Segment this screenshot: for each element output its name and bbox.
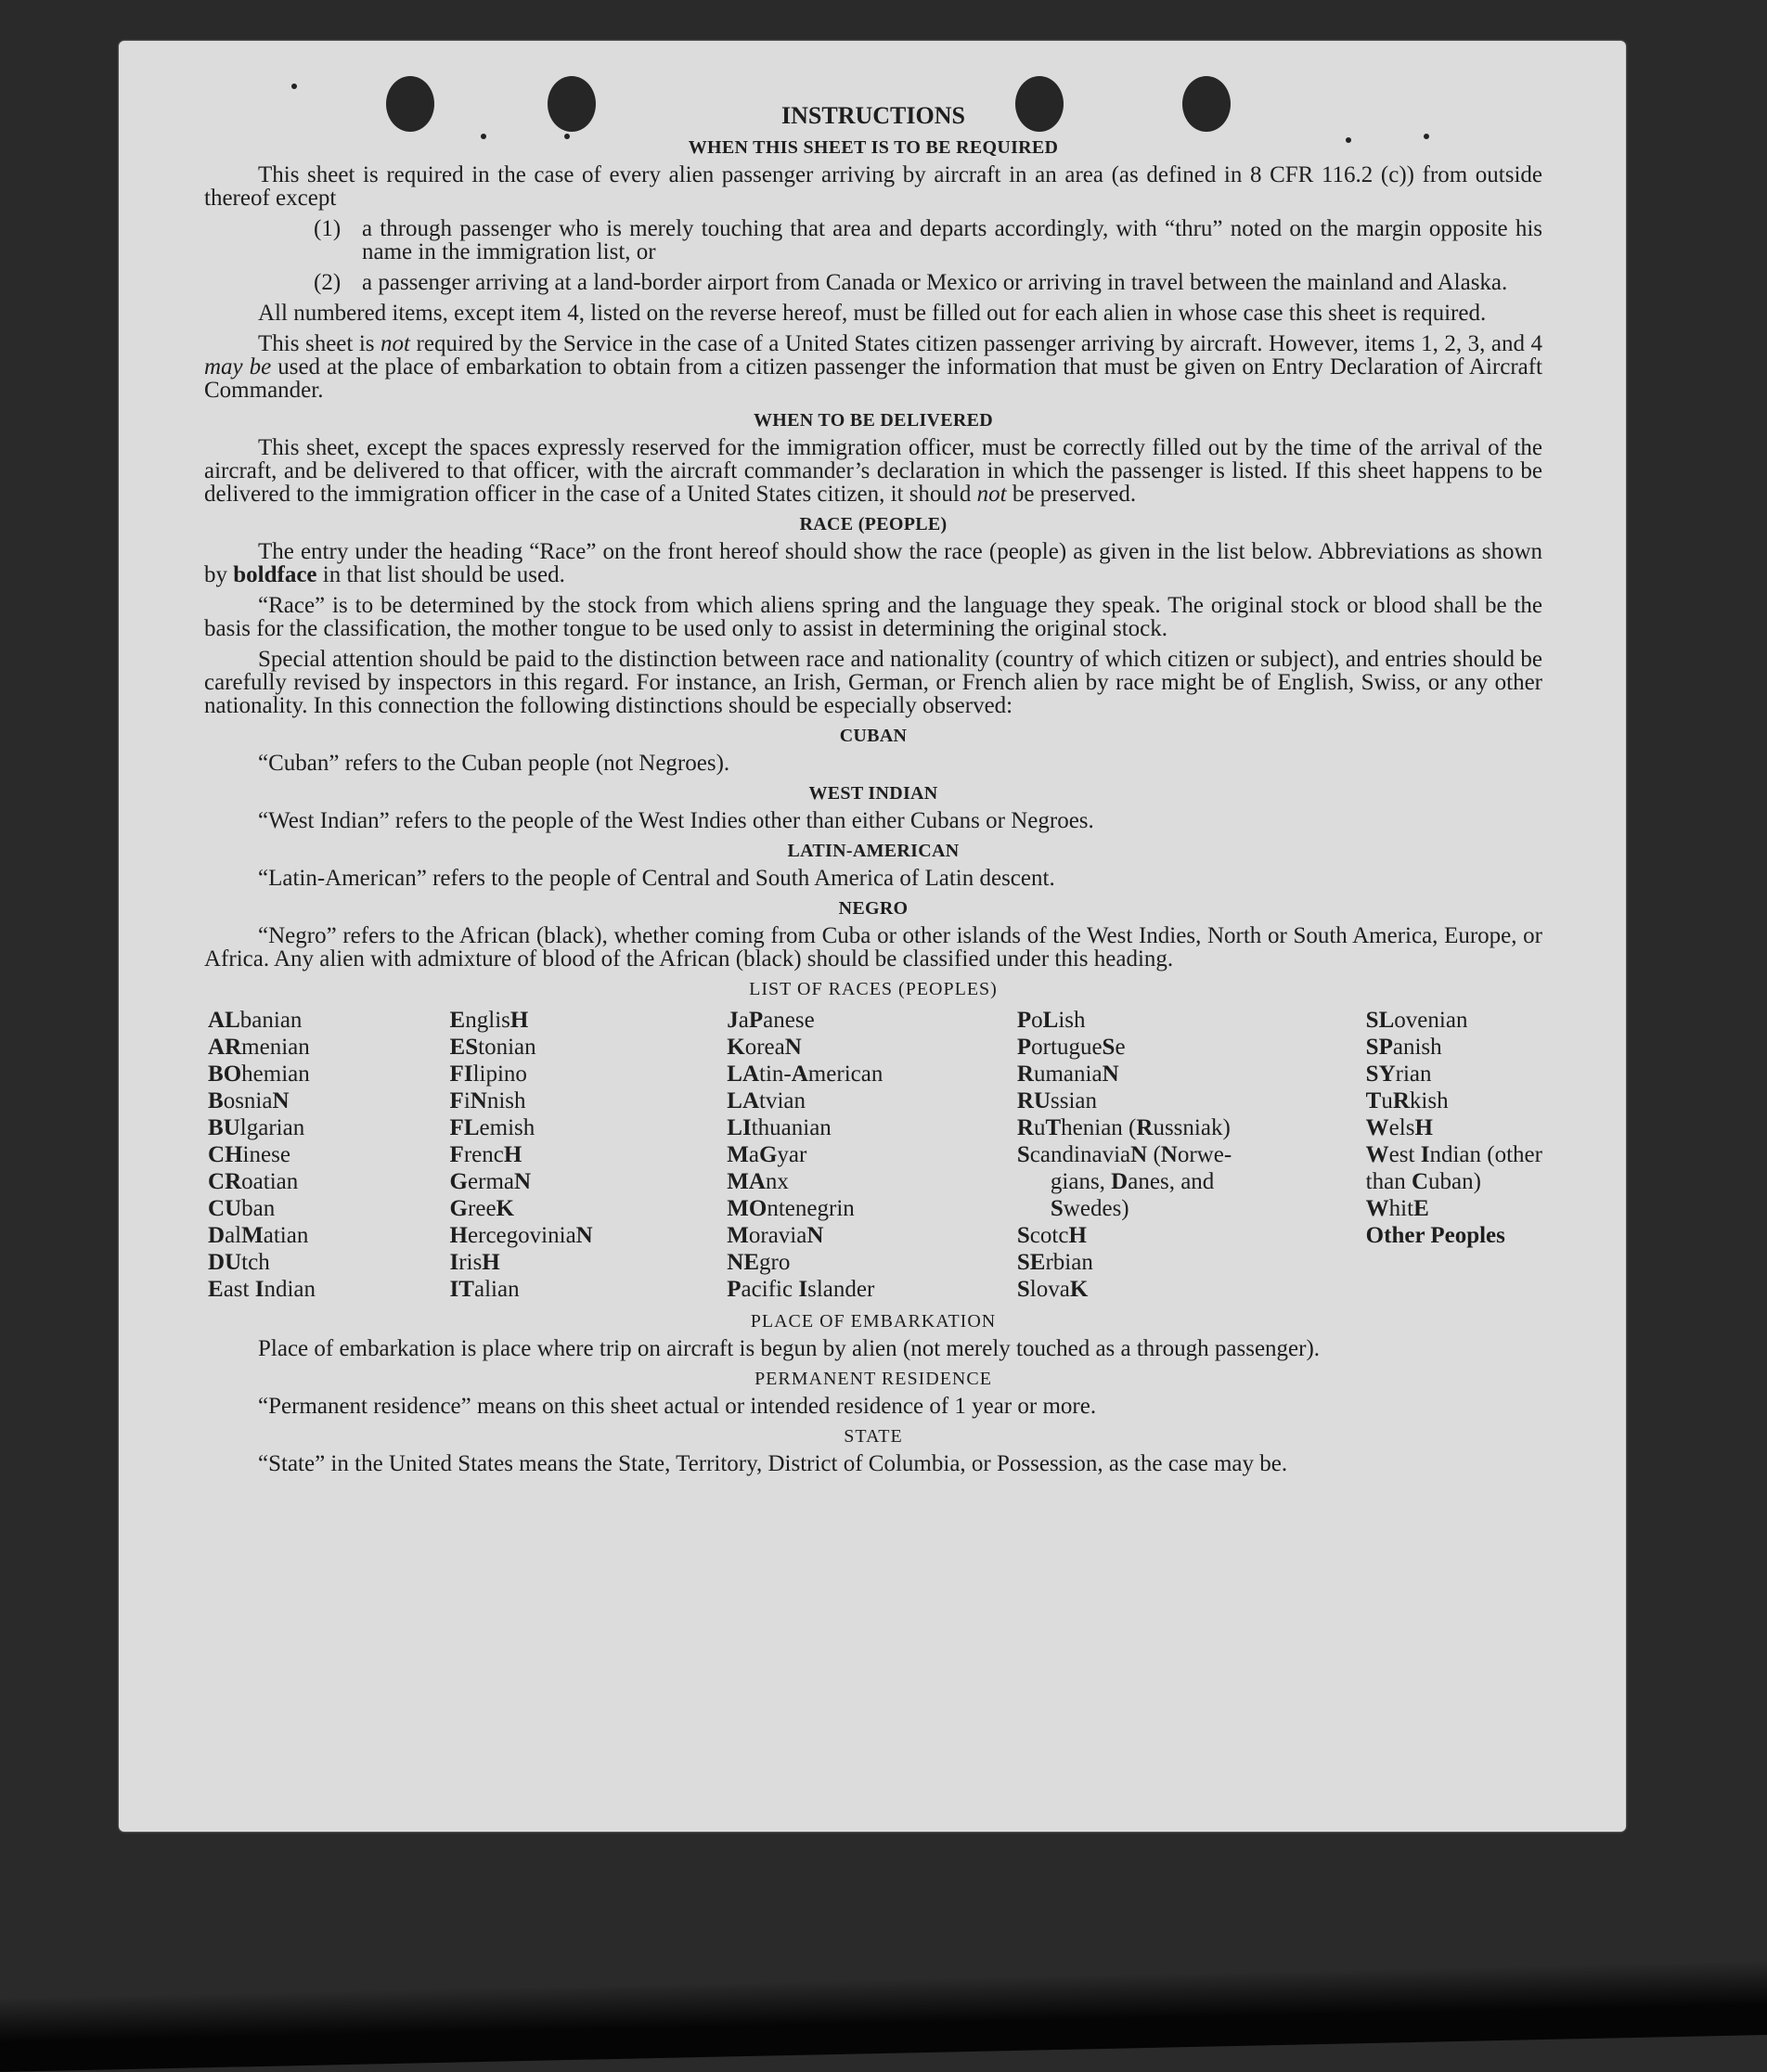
negro-definition: “Negro” refers to the African (black), whether coming from Cuba or other islands of the West Indies, North or South America, Europe, or Africa. Any alien with admixture of blood of the African (black) should be classified under this heading. bbox=[204, 923, 1542, 972]
race-entry: EStonian bbox=[449, 1035, 536, 1060]
text-run: The entry under the heading “Race” on the front hereof should show the race (people) as given in the list below. Abbreviations as shown by bbox=[204, 539, 1542, 587]
race-entry: SLovenian bbox=[1365, 1008, 1468, 1033]
race-entry: IrisH bbox=[449, 1250, 500, 1275]
numbered-items-paragraph: All numbered items, except item 4, listed on the reverse hereof, must be filled out for each alien in whose case this sheet is required. bbox=[258, 301, 1487, 326]
text-run: This sheet is bbox=[258, 331, 381, 356]
races-column bbox=[727, 1007, 883, 1303]
text-run: in that list should be used. bbox=[316, 562, 565, 587]
exception-number: (1) bbox=[314, 216, 342, 241]
race-entry: ARmenian bbox=[208, 1035, 310, 1060]
race-entry: ITalian bbox=[449, 1277, 520, 1302]
text-run: used at the place of embarkation to obtain from a citizen passenger the information that must be given on Entry Declaration of Aircraft Commander. bbox=[204, 354, 1543, 403]
exception-text: a through passenger who is merely touching that area and departs accordingly, with “thru” noted on the margin opposite his name in the immigration list, or bbox=[362, 216, 1542, 264]
race-entry: TuRkish bbox=[1365, 1088, 1449, 1113]
race-entry: SlovaK bbox=[1016, 1277, 1089, 1302]
exception-item bbox=[314, 217, 1542, 264]
race-entry: RUssian bbox=[1016, 1088, 1098, 1113]
race-entry: WelsH bbox=[1365, 1115, 1433, 1140]
races-column bbox=[208, 1007, 316, 1303]
race-entry: FrencH bbox=[449, 1142, 522, 1167]
citizen-paragraph bbox=[204, 332, 1542, 402]
race-entry: RuThenian (Russniak) bbox=[1016, 1115, 1231, 1140]
race-entry: BOhemian bbox=[208, 1062, 310, 1087]
section-heading-negro: NEGRO bbox=[838, 898, 909, 919]
race-entry: LAtvian bbox=[727, 1088, 806, 1113]
race-entry: ScotcH bbox=[1016, 1223, 1087, 1248]
race-entry: CRoatian bbox=[208, 1169, 299, 1194]
section-heading-delivered: WHEN TO BE DELIVERED bbox=[753, 410, 994, 431]
race-entry: RumaniaN bbox=[1016, 1062, 1119, 1087]
race-entry: East Indian bbox=[208, 1277, 316, 1302]
race-entry: SYrian bbox=[1365, 1062, 1432, 1087]
races-column bbox=[1017, 1007, 1232, 1303]
race-entry: Other Peoples bbox=[1365, 1223, 1505, 1248]
text-run: be preserved. bbox=[1006, 482, 1137, 507]
races-column bbox=[450, 1007, 593, 1303]
bold-text: boldface bbox=[233, 562, 317, 587]
text-run: required by the Service in the case of a United States citizen passenger arriving by aircraft. However, items 1, 2, 3, and 4 bbox=[410, 331, 1542, 356]
exception-text: a passenger arriving at a land-border airport from Canada or Mexico or arriving in travel between the mainland and Alaska. bbox=[362, 270, 1508, 295]
page-title: INSTRUCTIONS bbox=[781, 102, 965, 129]
race-entry: WhitE bbox=[1365, 1196, 1429, 1221]
race-entry: GermaN bbox=[449, 1169, 532, 1194]
race-entry: BUlgarian bbox=[208, 1115, 305, 1140]
section-heading-latin-american: LATIN-AMERICAN bbox=[787, 841, 960, 861]
race-entry: NEgro bbox=[727, 1250, 791, 1275]
race-entry: MOntenegrin bbox=[727, 1196, 855, 1221]
race-paragraph-1 bbox=[204, 540, 1542, 586]
race-entry: PoLish bbox=[1016, 1008, 1086, 1033]
race-entry: FLemish bbox=[449, 1115, 535, 1140]
race-entry: MaGyar bbox=[727, 1142, 807, 1167]
exception-item bbox=[314, 271, 1542, 294]
race-entry: PortugueSe bbox=[1016, 1035, 1126, 1060]
race-entry: MAnx bbox=[727, 1169, 789, 1194]
emphasis-text: not bbox=[976, 482, 1007, 507]
race-entry: LIthuanian bbox=[727, 1115, 832, 1140]
section-heading-list-of-races: LIST OF RACES (PEOPLES) bbox=[749, 979, 998, 999]
residence-definition: “Permanent residence” means on this sheet actual or intended residence of 1 year or more. bbox=[258, 1394, 1097, 1419]
race-entry: MoraviaN bbox=[727, 1223, 824, 1248]
race-entry: LAtin-American bbox=[727, 1062, 884, 1087]
race-entry: ALbanian bbox=[208, 1008, 303, 1033]
race-entry: DalMatian bbox=[208, 1223, 309, 1248]
document-page bbox=[119, 41, 1626, 1832]
race-entry: JaPanese bbox=[727, 1008, 815, 1033]
race-entry: Pacific Islander bbox=[727, 1277, 875, 1302]
required-intro: This sheet is required in the case of every alien passenger arriving by aircraft in an area (as defined in 8 CFR 116.2 (c)) from outside thereof except bbox=[204, 162, 1542, 211]
section-heading-required: WHEN THIS SHEET IS TO BE REQUIRED bbox=[688, 137, 1059, 158]
race-entry: FIlipino bbox=[449, 1062, 527, 1087]
emphasis-text: not bbox=[380, 331, 410, 356]
exception-number: (2) bbox=[314, 270, 342, 295]
cuban-definition: “Cuban” refers to the Cuban people (not Negroes). bbox=[258, 751, 730, 776]
race-entry: SPanish bbox=[1365, 1035, 1442, 1060]
race-entry: ScandinaviaN (Norwe- bbox=[1016, 1142, 1232, 1167]
race-entry: SErbian bbox=[1016, 1250, 1093, 1275]
section-heading-west-indian: WEST INDIAN bbox=[808, 783, 938, 804]
state-definition: “State” in the United States means the State, Territory, District of Columbia, or Possession, as the case may be. bbox=[258, 1451, 1288, 1476]
race-entry: Swedes) bbox=[1050, 1196, 1129, 1221]
scan-bottom-shadow bbox=[0, 1961, 1767, 2072]
delivered-paragraph bbox=[204, 436, 1542, 506]
west-indian-definition: “West Indian” refers to the people of the West Indies other than either Cubans or Negroes. bbox=[258, 808, 1094, 833]
race-entry: EnglisH bbox=[449, 1008, 529, 1033]
race-entry: GreeK bbox=[449, 1196, 514, 1221]
emphasis-text: may be bbox=[204, 354, 272, 380]
section-heading-cuban: CUBAN bbox=[839, 726, 908, 746]
race-paragraph-2: “Race” is to be determined by the stock from which aliens spring and the language they speak. The original stock or blood shall be the basis for the classification, the mother tongue to be used only to assist in determining the original stock. bbox=[204, 593, 1542, 641]
race-entry: CHinese bbox=[208, 1142, 290, 1167]
text-run: This sheet, except the spaces expressly reserved for the immigration officer, must be correctly filled out by the time of the arrival of the aircraft, and be delivered to that officer, with the aircraft commander’s declaration in which the passenger is listed. If this sheet happens to be delivered to the immigration officer in the case of a United States citizen, it should bbox=[204, 435, 1542, 507]
race-entry: West Indian (other bbox=[1365, 1142, 1542, 1167]
races-column bbox=[1366, 1007, 1542, 1303]
race-entry: BosniaN bbox=[208, 1088, 290, 1113]
section-heading-race: RACE (PEOPLE) bbox=[799, 514, 948, 534]
section-heading-state: STATE bbox=[844, 1426, 903, 1447]
race-entry: gians, Danes, and bbox=[1050, 1169, 1215, 1194]
races-list bbox=[208, 1007, 1542, 1303]
race-entry: KoreaN bbox=[727, 1035, 802, 1060]
race-entry: DUtch bbox=[208, 1250, 270, 1275]
race-entry: than Cuban) bbox=[1365, 1169, 1481, 1194]
section-heading-embarkation: PLACE OF EMBARKATION bbox=[750, 1311, 997, 1332]
embarkation-definition: Place of embarkation is place where trip on aircraft is begun by alien (not merely touched as a through passenger). bbox=[258, 1336, 1321, 1361]
race-entry: CUban bbox=[208, 1196, 276, 1221]
latin-american-definition: “Latin-American” refers to the people of Central and South America of Latin descent. bbox=[258, 866, 1055, 891]
race-entry: FiNnish bbox=[449, 1088, 526, 1113]
race-paragraph-3: Special attention should be paid to the distinction between race and nationality (country of which citizen or subject), and entries should be carefully revised by inspectors in this regard. For instance, an Irish, German, or French alien by race might be of English, Swiss, or any other nationality. In this connection the following distinctions should be especially observed: bbox=[204, 647, 1542, 718]
race-entry: HercegoviniaN bbox=[449, 1223, 593, 1248]
section-heading-residence: PERMANENT RESIDENCE bbox=[755, 1369, 992, 1389]
scan-speck bbox=[291, 84, 297, 89]
instructions-content bbox=[204, 104, 1542, 1483]
